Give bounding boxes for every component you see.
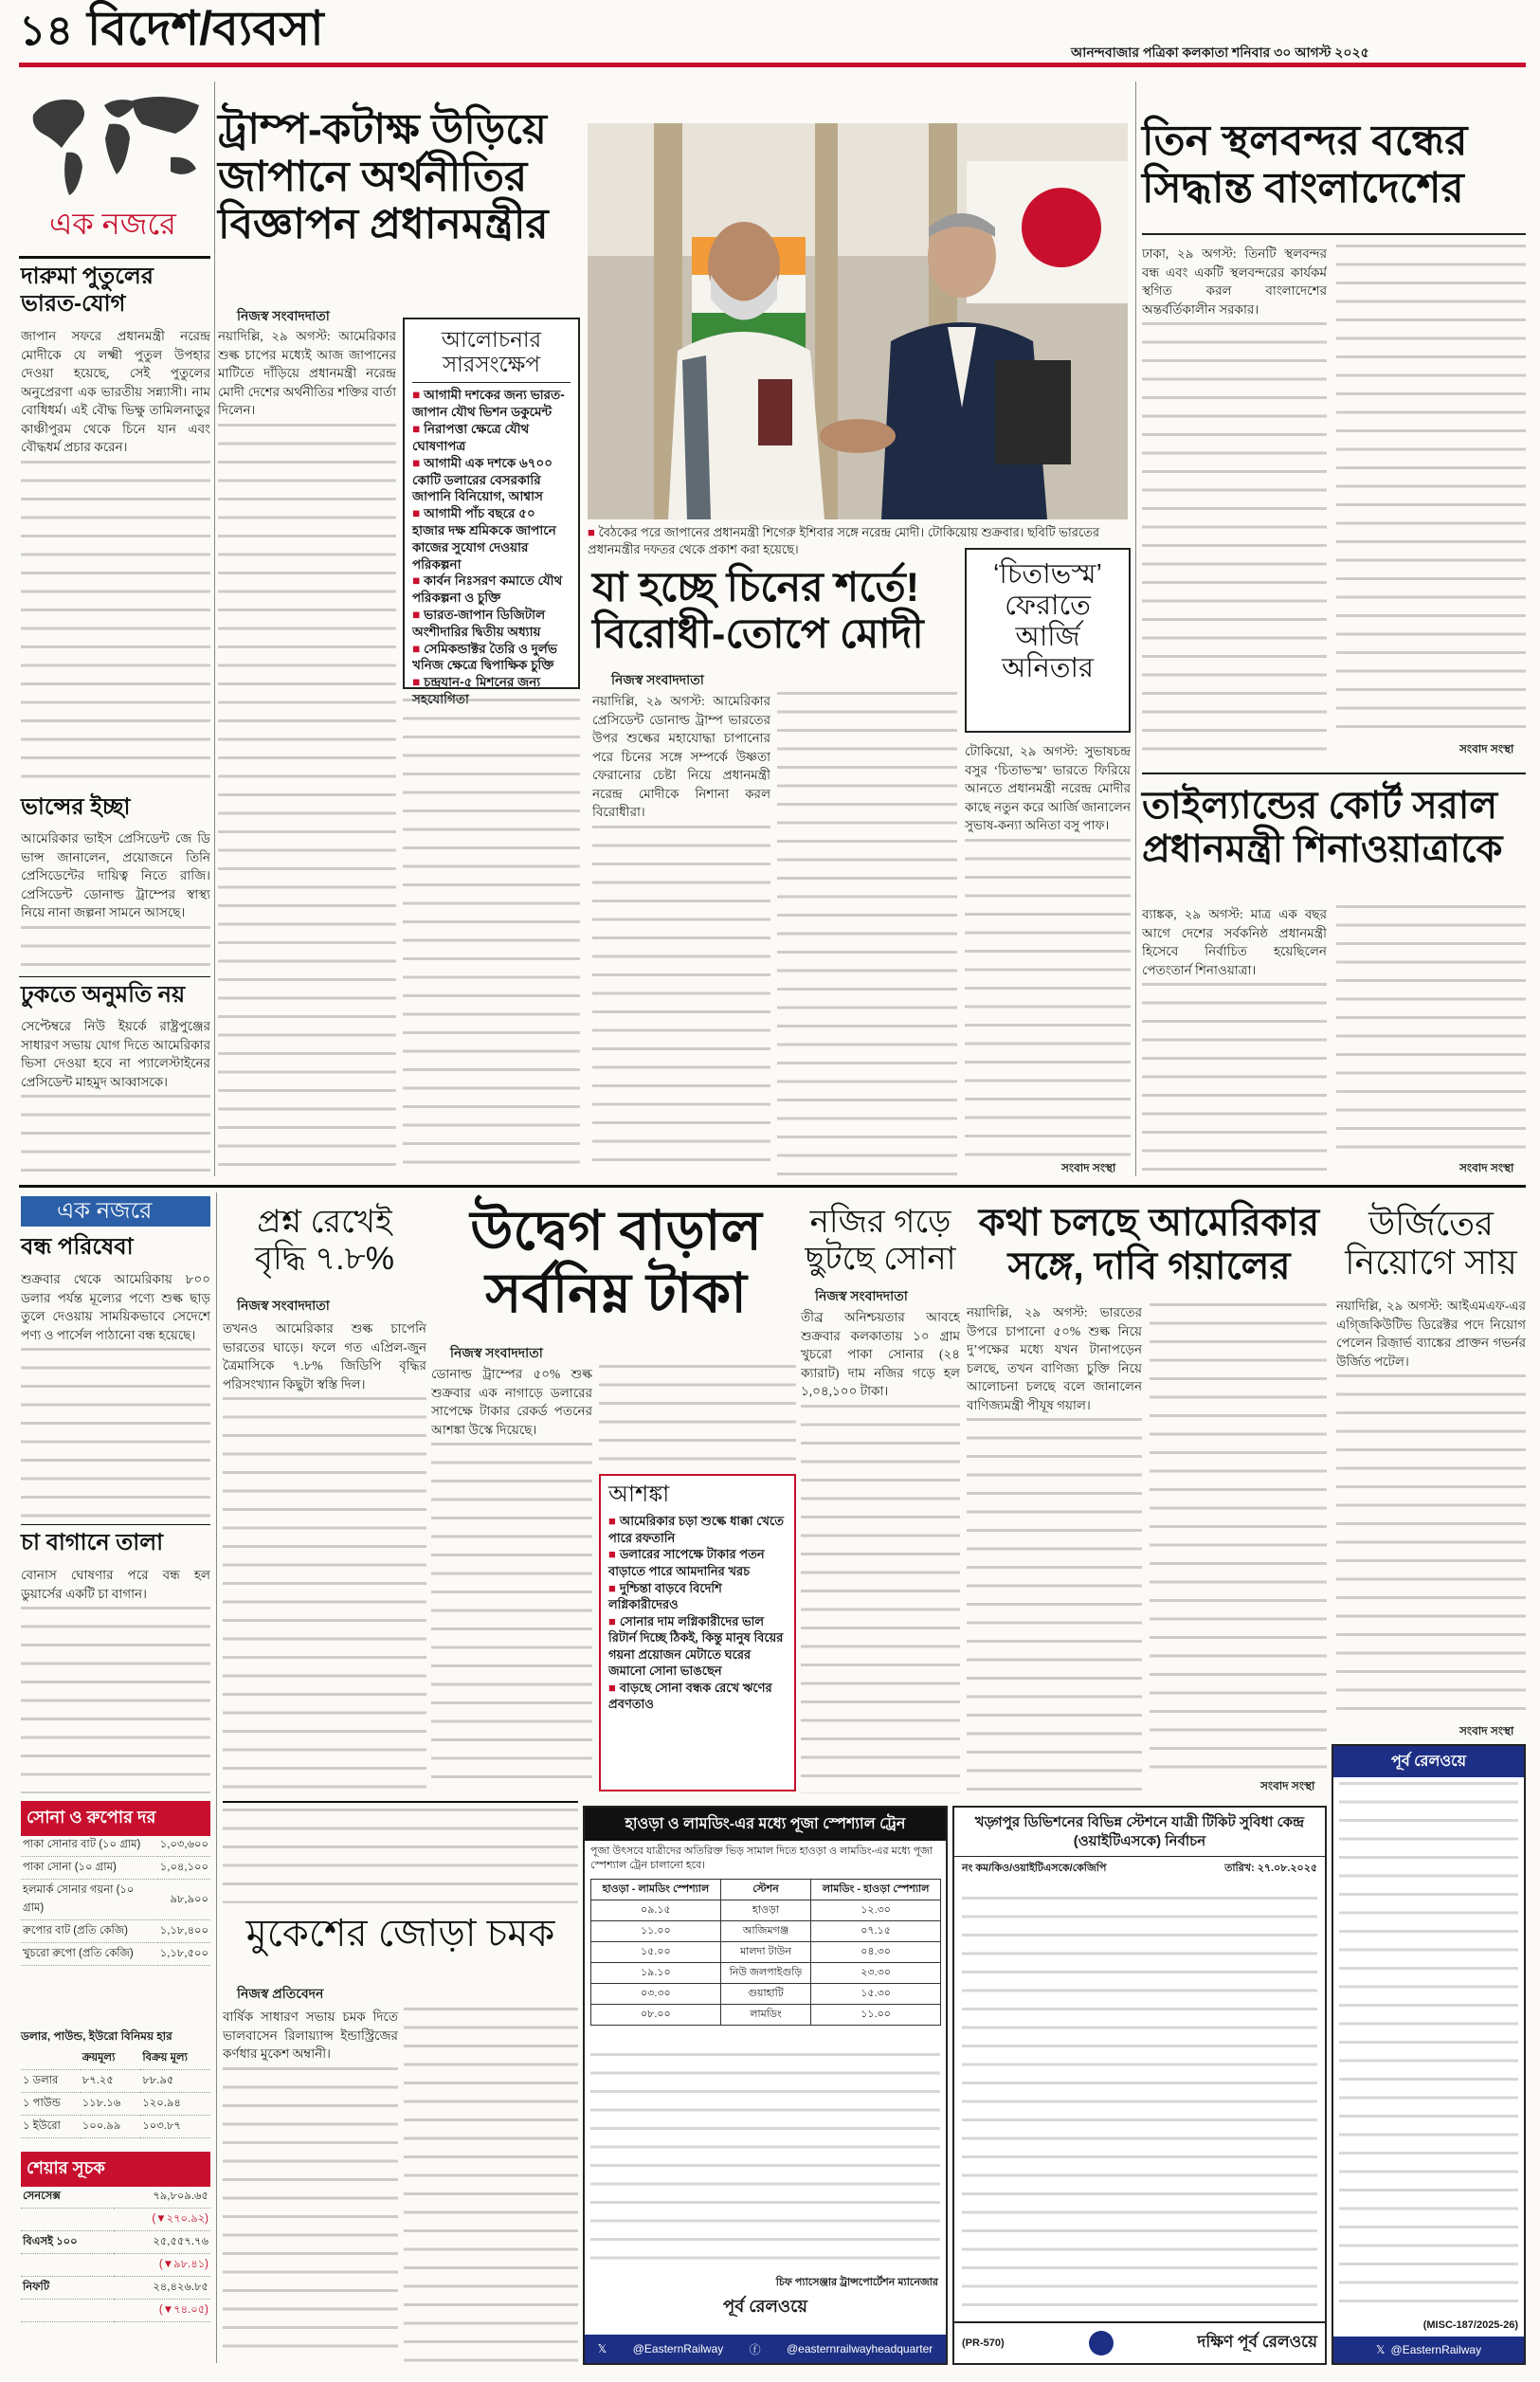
train-ad-title: হাওড়া ও লামডিং-এর মধ্যে পূজা স্পেশ্যাল ট্রেন [585, 1808, 946, 1841]
brief-body: সেপ্টেম্বরে নিউ ইয়র্কে রাষ্ট্রপুঞ্জের সাধারণ সভায় যোগ দিতে আমেরিকার ভিসা দেওয়া হবে না প্যালেস্টাইনের প্রেসিডেন্ট মাহমুদ আব্বাসকে। [21, 1017, 210, 1175]
railway-logo-icon [1089, 2331, 1114, 2355]
index-row: বিএসই ১০০ ২৫,৫৫৭.৭৬ [21, 2231, 210, 2254]
brief-body: আমেরিকার ভাইস প্রেসিডেন্ট জে ডি ভান্স জানালেন, প্রয়োজনে তিনি প্রেসিডেন্টের দায়িত্ব নিতে রাজি। প্রেসিডেন্ট ডোনাল্ড ট্রাম্পের স্বাস্থ্য নিয়ে নানা জল্পনা সামনে আসছে। [21, 829, 210, 970]
credit: সংবাদ সংস্থা [1459, 742, 1514, 755]
article-body [223, 1809, 578, 1903]
social-x-handle: @EasternRailway [632, 2342, 724, 2355]
summary-item: ■ চন্দ্রযান-৫ মিশনের জন্য সহযোগিতা [412, 675, 541, 707]
modi-ishiba-photo [588, 123, 1128, 519]
fear-item: ■ বাড়ছে সোনা বন্ধক রেখে ঋণের প্রবণতাও [608, 1680, 772, 1712]
summary-item: ■ নিরাপত্তা ক্ষেত্রে যৌথ ঘোষণাপত্র [412, 422, 530, 453]
article-body [1336, 245, 1526, 737]
article-body: তীব্র অনিশ্চয়তার আবহে শুক্রবার কলকাতায় ১০ গ্রাম খুচরো পাকা সোনার (২৪ ক্যারাট) দাম নজির গড়ে হল ১,০৪,১০০ টাকা। [801, 1308, 960, 1793]
bangladesh-headline: তিন স্থলবন্দর বন্ধের সিদ্ধান্ত বাংলাদেশের [1142, 118, 1468, 212]
kgp-ad-title: খড়্গপুর ডিভিশনের বিভিন্ন স্টেশনে যাত্রী টিকিট সুবিধা কেন্দ্র (ওয়াইটিএসকে) নির্বাচন [954, 1808, 1325, 1857]
fx-row: ১ পাউন্ড ১১৮.১৬ ১২০.৯৪ [21, 2093, 210, 2116]
rate-row: খুচরো রুপো (প্রতি কেজি) ১,১৮,৫০০ [21, 1943, 210, 1966]
mukesh-headline: মুকেশের জোড়া চমক [245, 1913, 555, 1955]
summary-box [403, 318, 580, 707]
article-body: নয়াদিল্লি, ২৯ অগস্ট: আমেরিকার শুল্ক চাপের মধ্যেই আজ জাপানের মাটিতে দাঁড়িয়ে প্রধানমন্ত্রী নরেন্দ্র মোদী দেশের অর্থনীতির শক্তির বার্তা দিলেন। [218, 327, 396, 1175]
credit: সংবাদ সংস্থা [1260, 1779, 1315, 1792]
photo-caption: ■ বৈঠকের পরে জাপানের প্রধানমন্ত্রী শিগেরু ইশিবার সঙ্গে নরেন্দ্র মোদী। টোকিয়োয় শুক্রবার। ছবিটি ভারতের প্রধানমন্ত্রীর দফতর থেকে প্রকাশ করা হয়েছে। [588, 525, 1100, 556]
section-title: বিদেশ/ব্যবসা [87, 2, 324, 55]
page-number: ১৪ [19, 8, 74, 54]
fear-item: ■ সোনার দাম লগ্নিকারীদের ভাল রিটার্ন দিচ্ছে ঠিকই, কিন্তু মানুষ বিয়ের গয়না প্রয়োজন মেটাতে ঘরের জমানো সোনা ভাঙছেন [608, 1613, 784, 1679]
urjit-headline: উর্জিতের নিয়োগে সায় [1345, 1204, 1517, 1282]
thailand-headline: তাইল্যান্ডের কোর্ট সরাল প্রধানমন্ত্রী শিনাওয়াত্রাকে [1142, 785, 1503, 870]
fx-title: ডলার, পাউন্ড, ইউরো বিনিময় হার [21, 2029, 172, 2043]
fx-row: ১ ডলার ৮৭.২৫ ৮৮.৯৫ [21, 2070, 210, 2093]
at-a-glance-title: এক নজরে [57, 1198, 153, 1224]
x-icon: 𝕏 [597, 2342, 607, 2355]
byline: নিজস্ব প্রতিবেদন [237, 1986, 324, 2001]
rate-row: পাকা সোনার বাট (১০ গ্রাম) ১,০৩,৬০০ [21, 1834, 210, 1857]
column-rule [1135, 82, 1136, 1176]
summary-item: ■ ভারত-জাপান ডিজিটাল অংশীদারির দ্বিতীয় অধ্যায় [412, 608, 546, 639]
summary-item: ■ আগামী পাঁচ বছরে ৫০ হাজার দক্ষ শ্রমিককে জাপানে কাজের সুযোগ দেওয়ার পরিকল্পনা [412, 506, 556, 572]
divider [19, 256, 210, 259]
kgp-ad-org: দক্ষিণ পূর্ব রেলওয়ে [1197, 2333, 1317, 2351]
summary-item: ■ আগামী দশকের জন্য ভারত-জাপান যৌথ ভিশন ডকুমেন্ট [412, 388, 565, 420]
kgp-ad-ref: নং কম/কিও/ওয়াইটিএসকে/কেজিপি [962, 1863, 1107, 1874]
brief-title: দারুমা পুতুলের ভারত-যোগ [21, 264, 154, 317]
social-fb-handle: @easternrailwayheadquarter [787, 2342, 933, 2355]
index-row: সেনসেক্স ৭৯,৮০৯.৬৫ [21, 2186, 210, 2209]
kgp-ad-code: (PR-570) [962, 2337, 1005, 2349]
brief-body: শুক্রবার থেকে আমেরিকায় ৮০০ ডলার পর্যন্ত মূল্যের পণ্যে শুল্ক ছাড় তুলে দেওয়ায় সাময়িকভাবে সেদেশে পণ্য ও পার্সেল পাঠানো বন্ধ হয়েছে। [21, 1270, 210, 1518]
credit: সংবাদ সংস্থা [1459, 1724, 1514, 1737]
social-x-handle: @EasternRailway [1390, 2343, 1482, 2356]
brief-title: ভান্সের ইচ্ছা [21, 794, 131, 820]
fx-table: ক্রয়মূল্য বিক্রয় মূল্য ১ ডলার ৮৭.২৫ ৮৮.৯৫ ১ পাউন্ড ১১৮.১৬ ১২০.৯৪ ১ ইউরো ১০০.৯৯ ১০৩.৮৭ [21, 2047, 210, 2138]
timetable-row: ০৯.১৫ হাওড়া ১২.৩০ [591, 1900, 941, 1920]
byline: নিজস্ব সংবাদদাতা [237, 308, 330, 323]
timetable-row: ০৮.০০ লামডিং ১১.০০ [591, 2004, 941, 2025]
divider [21, 1524, 210, 1525]
train-ad-intro: পূজা উৎসবে যাত্রীদের অতিরিক্ত ভিড় সামাল দিতে হাওড়া ও লামডিং-এর মধ্যে পূজা স্পেশ্যাল ট্রেন চালানো হবে। [590, 1846, 933, 1871]
divider [1142, 773, 1526, 774]
x-icon: 𝕏 [1375, 2343, 1386, 2356]
netaji-box [965, 548, 1131, 733]
gdp-headline: প্রশ্ন রেখেই বৃদ্ধি ৭.৮% [255, 1204, 394, 1277]
er-ad-org: পূর্ব রেলওয়ে [1333, 1746, 1524, 1777]
share-index-title: শেয়ার সূচক [21, 2152, 210, 2187]
rate-row: রুপোর বাট (প্রতি কেজি) ১,১৮,৪০০ [21, 1920, 210, 1943]
train-timetable: হাওড়া - লামডিং স্পেশ্যাল স্টেশন লামডিং - হাওড়া স্পেশ্যাল ০৯.১৫ হাওড়া ১২.৩০ ১১.০০ আজিমগঞ্জ ০৭.১৫ ১৫.০০ মালদা টাউন ০৪.৩০ ১৯.১০ নিউ জলপাইগুড়ি ২৩.৩০ ০৩.৩০ গুয়াহাটি ১৫.৩০ ০৮.০০ লামডিং ১১.০০ [590, 1879, 941, 2026]
article-body: নয়াদিল্লি, ২৯ অগস্ট: ভারতের উপরে চাপানো ৫০% শুল্ক নিয়ে দু’পক্ষের মধ্যে যখন টানাপড়েন চলছে, তখন বাণিজ্য চুক্তি নিয়ে আলোচনা চলছে বলে জানালেন বাণিজ্যমন্ত্রী পীযূষ গয়াল। [967, 1303, 1142, 1793]
fears-box [599, 1474, 796, 1791]
fear-item: ■ ডলারের সাপেক্ষে টাকার পতন বাড়াতে পারে আমদানির খরচ [608, 1547, 765, 1578]
article-body: টোকিয়ো, ২৯ অগস্ট: সুভাষচন্দ্র বসুর ‘চিতাভস্ম’ ভারতে ফিরিয়ে আনতে প্রধানমন্ত্রী নরেন্দ্র মোদীর কাছে নতুন করে আর্জি জানালেন সুভাষ-কন্যা অনিতা বসু পাফ। [965, 742, 1131, 1159]
divider [223, 1801, 578, 1803]
article-body [404, 2008, 578, 2363]
article-body: ডোনাল্ড ট্রাম্পের ৫০% শুল্ক শুক্রবার এক নাগাড়ে ডলারের সাপেক্ষে টাকার রেকর্ড পতনের আশঙ্কা উস্কে দিয়েছে। [431, 1365, 592, 1793]
timetable-row: ০৩.৩০ গুয়াহাটি ১৫.৩০ [591, 1983, 941, 2004]
section-divider [19, 1185, 1526, 1188]
brief-title: চা বাগানে তালা [21, 1530, 164, 1555]
article-body: বার্ষিক সাধারণ সভায় চমক দিতে ভালবাসেন রিলায়্যান্স ইন্ডাস্ট্রিজের কর্ণধার মুকেশ অম্বানী। [223, 2008, 398, 2363]
divider [19, 976, 210, 977]
goyal-headline: কথা চলছে আমেরিকার সঙ্গে, দাবি গয়ালের [978, 1202, 1320, 1287]
byline: নিজস্ব সংবাদদাতা [815, 1288, 908, 1303]
brief-body: জাপান সফরে প্রধানমন্ত্রী নরেন্দ্র মোদীকে যে লক্ষ্মী পুতুল উপহার দেওয়া হয়েছে, সেই পুতুলের অনুপ্রেরণা এক ভারতীয় সন্ন্যাসী। নাম বোধিধর্ম। এই বৌদ্ধ ভিক্ষু তামিলনাড়ুর কাঞ্চীপুরম থেকে চিনে যান এবং বৌদ্ধধর্ম প্রচার করেন। [21, 327, 210, 782]
gold-rates-table [21, 1834, 210, 1966]
article-body [599, 1365, 796, 1467]
rate-row: হলমার্ক সোনার গয়না (১০ গ্রাম) ৯৮,৯০০ [21, 1880, 210, 1920]
masthead: আনন্দবাজার পত্রিকা কলকাতা শনিবার ৩০ আগস্ট ২০২৫ [1071, 45, 1369, 60]
article-body [1336, 905, 1526, 1156]
article-body [1150, 1303, 1327, 1777]
train-ad-org: পূর্ব রেলওয়ে [723, 2297, 807, 2316]
summary-item: ■ আগামী এক দশকে ৬৭০০ কোটি ডলারের বেসরকারি জাপানি বিনিয়োগ, আশ্বাস [412, 455, 553, 504]
share-index-table: সেনসেক্স ৭৯,৮০৯.৬৫ (▼২৭০.৯২) বিএসই ১০০ ২৫,৫৫৭.৭৬ (▼৯৮.৪১) নিফটি ২৪,৪২৬.৮৫ (▼৭৪.০৫) [21, 2186, 210, 2322]
column-rule [214, 82, 215, 1176]
train-ad-signature: চিফ প্যাসেঞ্জার ট্রান্সপোর্টেশন ম্যানেজার [775, 2277, 938, 2288]
world-map-icon [24, 82, 208, 205]
article-body [777, 692, 957, 1175]
article-body: তখনও আমেরিকার শুল্ক চাপেনি ভারতের ঘাড়ে। ফলে গত এপ্রিল-জুন ত্রৈমাসিকে ৭.৮% জিডিপি বৃদ্ধির পরিসংখ্যান কিছুটা স্বস্তি দিল। [223, 1319, 426, 1793]
train-ad [583, 1806, 948, 2365]
byline: নিজস্ব সংবাদদাতা [237, 1298, 330, 1313]
fx-row: ১ ইউরো ১০০.৯৯ ১০৩.৮৭ [21, 2116, 210, 2138]
netaji-headline: ‘চিতাভস্ম’ ফেরাতে আর্জি অনিতার [993, 559, 1102, 684]
gold-rates-title: সোনা ও রুপোর দর [21, 1801, 210, 1836]
timetable-row: ১৯.১০ নিউ জলপাইগুড়ি ২৩.৩০ [591, 1962, 941, 1983]
kgp-ad [952, 1806, 1327, 2365]
rupee-headline: উদ্বেগ বাড়াল সর্বনিম্ন টাকা [470, 1200, 762, 1325]
summary-title: আলোচনার সারসংক্ষেপ [441, 327, 542, 377]
gold-headline: নজির গড়ে ছুটছে সোনা [805, 1204, 956, 1277]
timetable-row: ১৫.০০ মালদা টাউন ০৪.৩০ [591, 1941, 941, 1962]
brief-title: বন্ধ পরিষেবা [21, 1234, 134, 1260]
article-body [403, 699, 580, 1175]
index-row: নিফটি ২৪,৪২৬.৮৫ [21, 2277, 210, 2300]
header-rule [19, 63, 1526, 67]
article-body: নয়াদিল্লি, ২৯ অগস্ট: আইএমএফ-এর এগ্জিকিউটিভ ডিরেক্টর পদে নিয়োগ পেলেন রিজ়ার্ভ ব্যাঙ্কের প্রাক্তন গভর্নর উর্জিত পটেল। [1336, 1297, 1526, 1723]
article-body: নয়াদিল্লি, ২৯ অগস্ট: আমেরিকার প্রেসিডেন্ট ডোনাল্ড ট্রাম্প ভারতের উপর শুল্কের মহাযোদ্ধা চাপানোর পরে চিনের সঙ্গে সম্পর্কে উষ্ণতা ফেরানোর চেষ্টা নিয়ে প্রধানমন্ত্রী নরেন্দ্র মোদীকে নিশানা করল বিরোধীরা। [592, 692, 770, 1175]
timetable-row: ১১.০০ আজিমগঞ্জ ০৭.১৫ [591, 1920, 941, 1941]
brief-body: বোনাস ঘোষণার পরে বন্ধ হল ডুয়ার্সের একটি চা বাগান। [21, 1566, 210, 1793]
fear-item: ■ দুশ্চিন্তা বাড়বে বিদেশি লগ্নিকারীদেরও [608, 1580, 722, 1612]
byline: নিজস্ব সংবাদদাতা [611, 672, 704, 687]
er-tender-ad [1332, 1744, 1526, 2365]
article-body: ব্যাঙ্কক, ২৯ অগস্ট: মাত্র এক বছর আগে দেশের সর্বকনিষ্ঠ প্রধানমন্ত্রী হিসেবে নির্বাচিত হয়েছিলেন পেতংতার্ন শিনাওয়াত্রা। [1142, 905, 1327, 1175]
credit: সংবাদ সংস্থা [1061, 1161, 1116, 1174]
bangladesh-headline-box [1142, 112, 1526, 235]
er-ad-code: (MISC-187/2025-26) [1422, 2319, 1518, 2331]
column-rule [216, 1192, 217, 2363]
article-body: ঢাকা, ২৯ অগস্ট: তিনটি স্থলবন্দর বন্ধ এবং একটি স্থলবন্দরের কার্যকর্ম স্থগিত করল বাংলাদেশের অন্তর্বর্তিকালীন সরকার। [1142, 245, 1327, 756]
summary-item: ■ কার্বন নিঃসরণ কমাতে যৌথ পরিকল্পনা ও চুক্তি [412, 573, 563, 606]
facebook-icon: ⓕ [749, 2342, 761, 2356]
lead-headline: ট্রাম্প-কটাক্ষ উড়িয়ে জাপানে অর্থনীতির বিজ্ঞাপন প্রধানমন্ত্রীর [218, 106, 549, 248]
china-headline: যা হচ্ছে চিনের শর্তে! বিরোধী-তোপে মোদী [592, 565, 924, 658]
rate-row: পাকা সোনা (১০ গ্রাম) ১,০৪,১০০ [21, 1857, 210, 1880]
brief-title: ঢুকতে অনুমতি নয় [21, 982, 186, 1008]
kgp-ad-date: তারিখ: ২৭.০৮.২০২৫ [1224, 1863, 1317, 1874]
byline: নিজস্ব সংবাদদাতা [450, 1345, 543, 1360]
at-a-glance-title: এক নজরে [49, 207, 176, 241]
fear-item: ■ আমেরিকার চড়া শুল্কে ধাক্কা খেতে পারে রফতানি [608, 1514, 784, 1545]
fears-title: আশঙ্কা [608, 1482, 670, 1507]
summary-item: ■ সেমিকন্ডাক্টর তৈরি ও দুর্লভ খনিজ ক্ষেত্রে দ্বিপাক্ষিক চুক্তি [412, 641, 557, 673]
credit: সংবাদ সংস্থা [1459, 1161, 1514, 1174]
